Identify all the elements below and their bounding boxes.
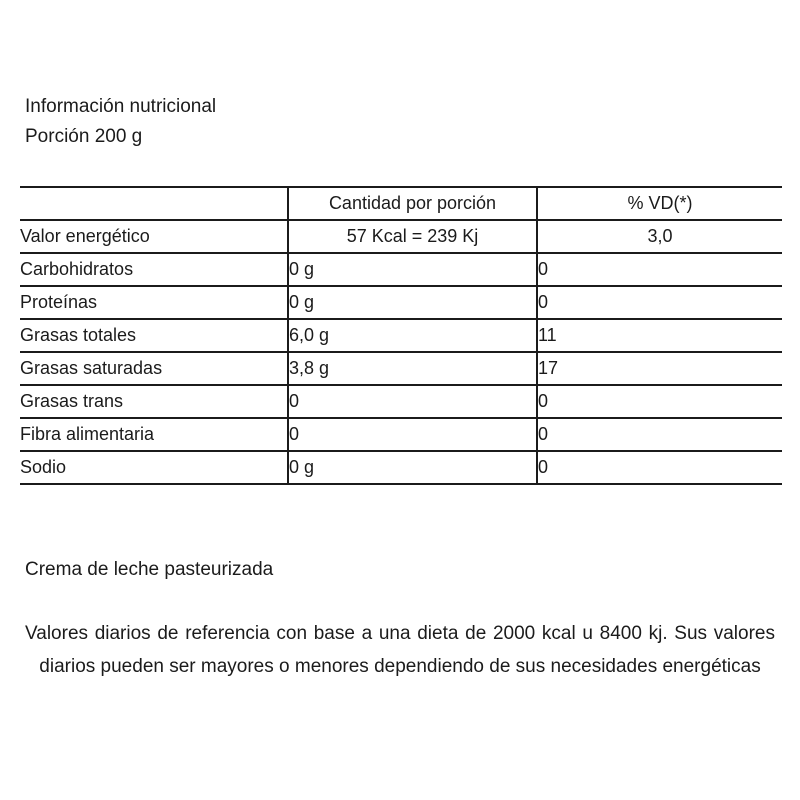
nutrient-vd: 0 bbox=[537, 286, 782, 319]
nutrient-vd: 0 bbox=[537, 418, 782, 451]
nutrient-label: Valor energético bbox=[20, 220, 288, 253]
nutrient-vd: 3,0 bbox=[537, 220, 782, 253]
nutrient-amount: 57 Kcal = 239 Kj bbox=[288, 220, 537, 253]
nutrient-label: Grasas totales bbox=[20, 319, 288, 352]
table-row bbox=[20, 286, 782, 319]
nutrient-vd: 0 bbox=[537, 385, 782, 418]
nutrient-label: Grasas trans bbox=[20, 385, 288, 418]
nutrient-label: Grasas saturadas bbox=[20, 352, 288, 385]
table-row bbox=[20, 319, 782, 352]
column-header-label bbox=[20, 187, 288, 220]
nutrient-amount: 6,0 g bbox=[288, 319, 537, 352]
table-header-row bbox=[20, 187, 782, 220]
table-row bbox=[20, 385, 782, 418]
nutrient-amount: 0 g bbox=[288, 253, 537, 286]
column-header-amount: Cantidad por porción bbox=[288, 187, 537, 220]
nutrient-label: Carbohidratos bbox=[20, 253, 288, 286]
nutrient-amount: 0 g bbox=[288, 286, 537, 319]
table-row bbox=[20, 220, 782, 253]
nutrient-vd: 0 bbox=[537, 451, 782, 484]
nutrient-amount: 3,8 g bbox=[288, 352, 537, 385]
table-row bbox=[20, 352, 782, 385]
nutrition-table bbox=[20, 186, 782, 485]
page-title: Información nutricional bbox=[25, 96, 217, 117]
daily-values-disclaimer: Valores diarios de referencia con base a una dieta de 2000 kcal u 8400 kj. Sus valores diarios pueden ser mayores o menores dependiendo de sus necesidades energéticas bbox=[25, 623, 775, 677]
nutrient-label: Fibra alimentaria bbox=[20, 418, 288, 451]
serving-size: Porción 200 g bbox=[25, 126, 143, 147]
table-row bbox=[20, 451, 782, 484]
nutrient-vd: 0 bbox=[537, 253, 782, 286]
nutrient-vd: 17 bbox=[537, 352, 782, 385]
table-row bbox=[20, 418, 782, 451]
nutrient-vd: 11 bbox=[537, 319, 782, 352]
column-header-vd: % VD(*) bbox=[537, 187, 782, 220]
nutrient-amount: 0 bbox=[288, 418, 537, 451]
table-body bbox=[20, 220, 782, 484]
nutrient-amount: 0 bbox=[288, 385, 537, 418]
product-description: Crema de leche pasteurizada bbox=[25, 559, 274, 580]
nutrition-table-container bbox=[20, 186, 782, 485]
nutrient-label: Proteínas bbox=[20, 286, 288, 319]
nutrient-amount: 0 g bbox=[288, 451, 537, 484]
nutrient-label: Sodio bbox=[20, 451, 288, 484]
heading-block bbox=[25, 92, 725, 152]
table-row bbox=[20, 253, 782, 286]
